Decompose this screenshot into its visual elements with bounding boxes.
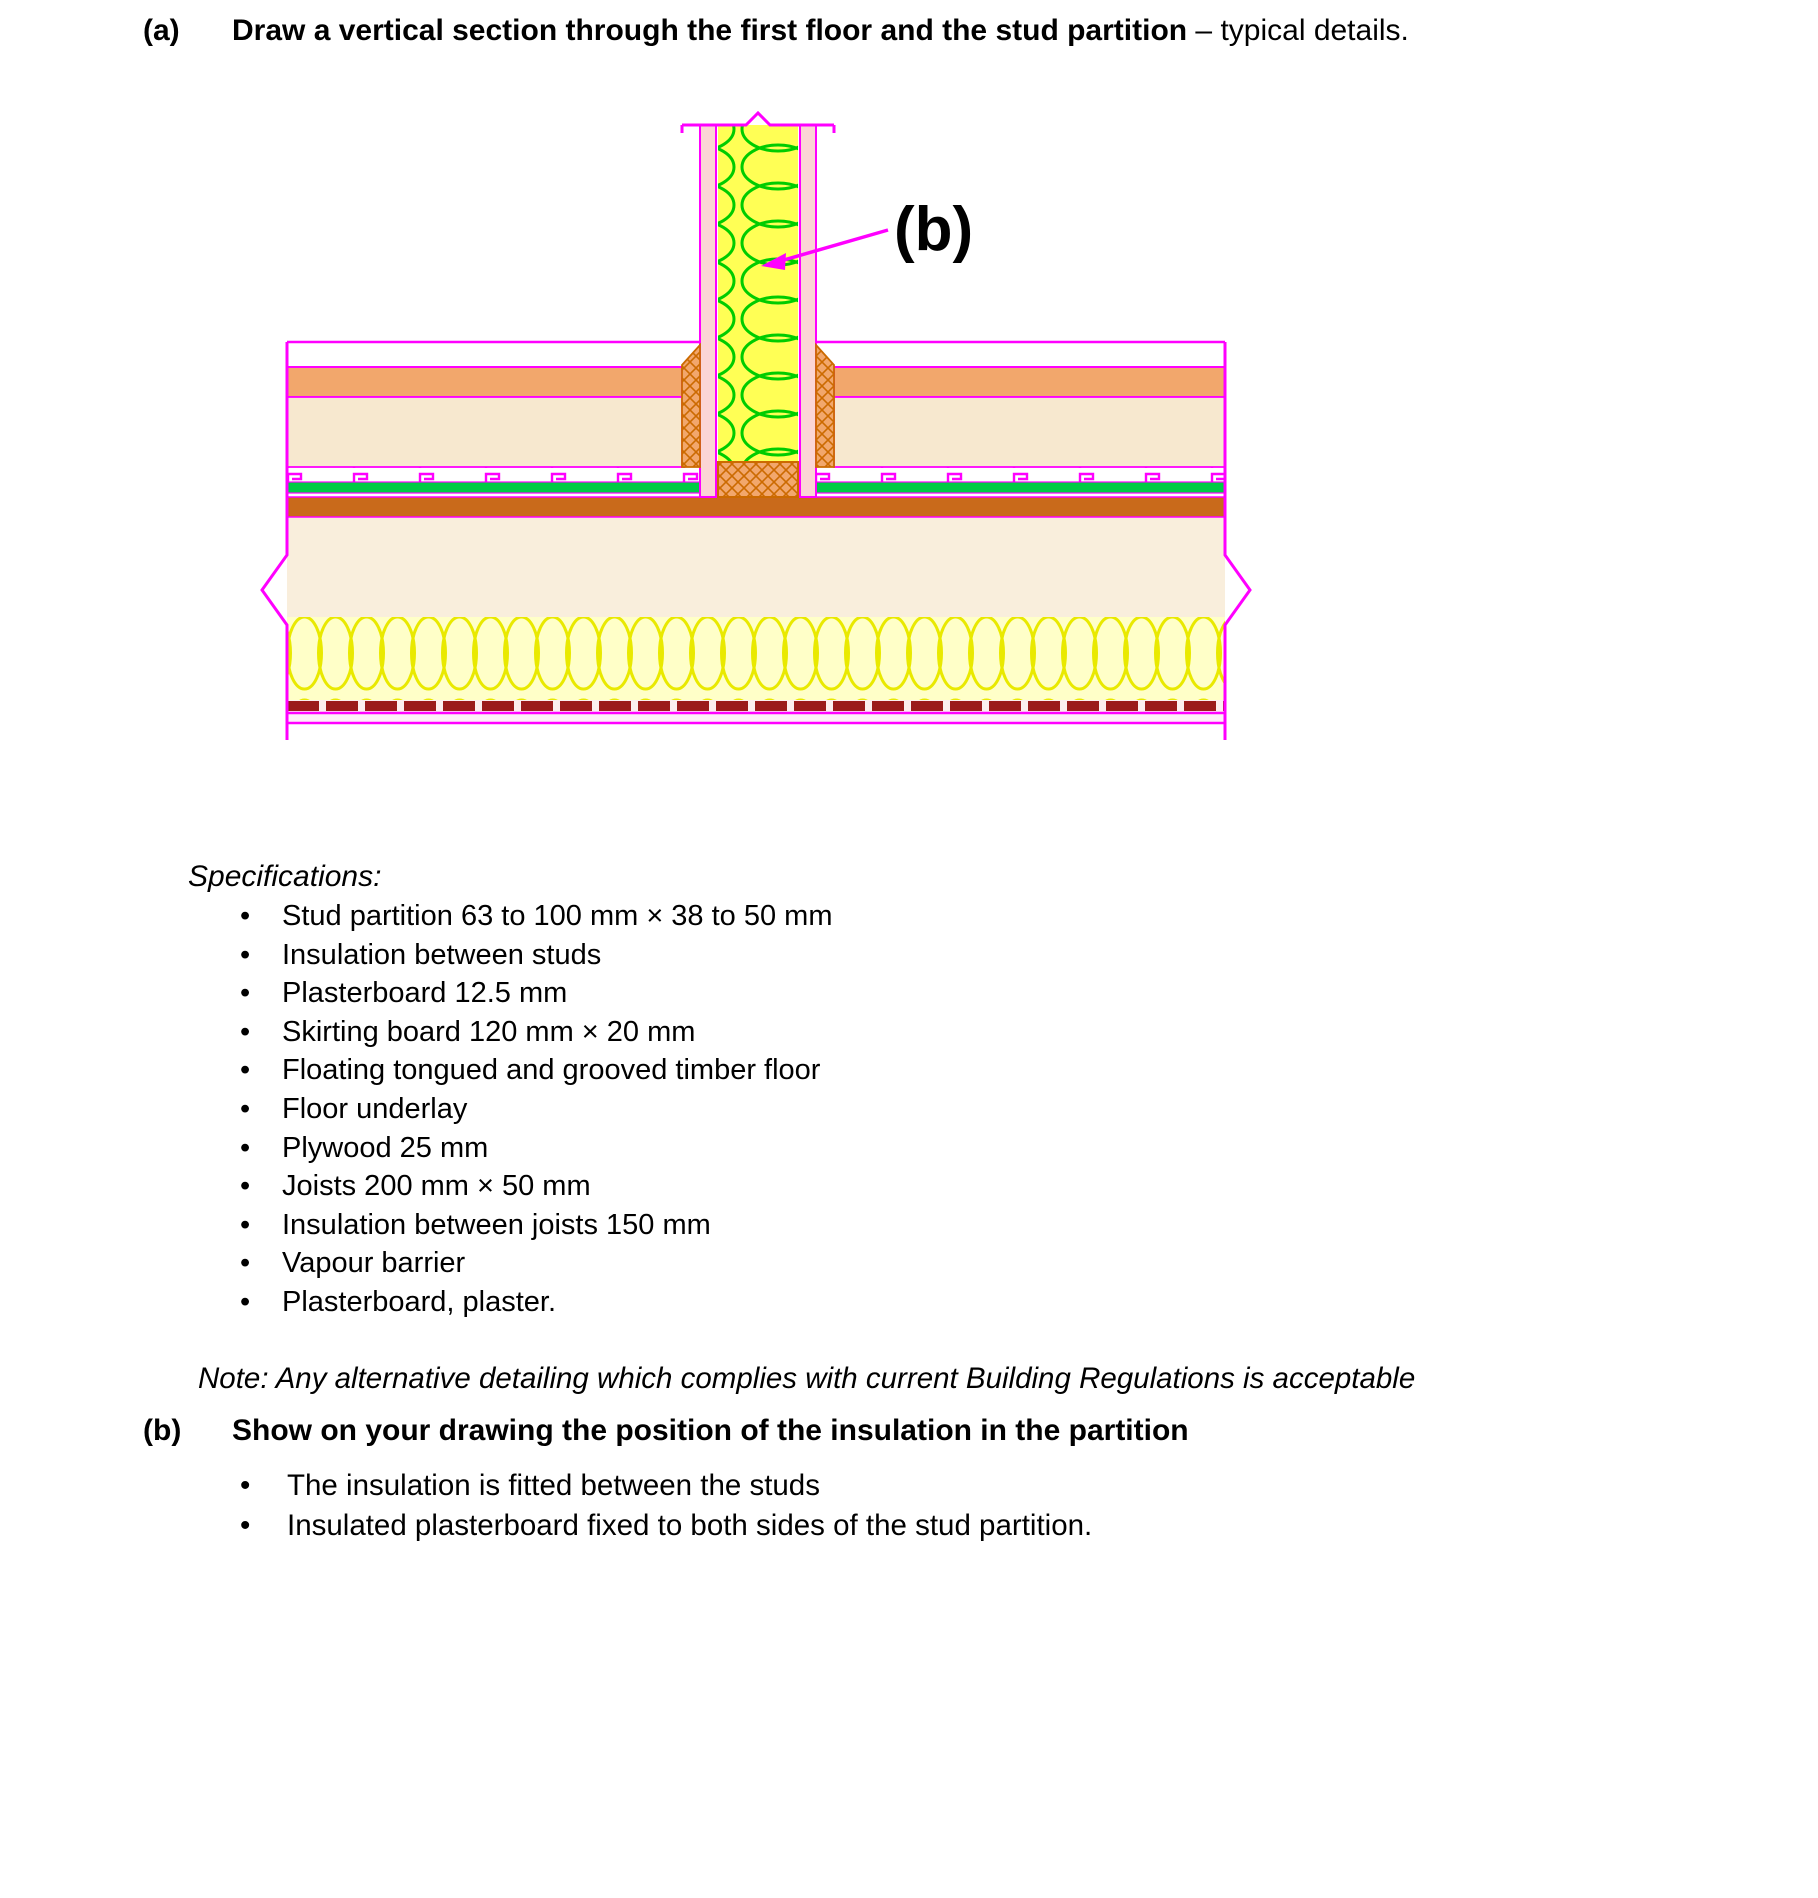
spec-item-text: Plasterboard 12.5 mm	[282, 977, 568, 1010]
part-b-point-text: Insulated plasterboard fixed to both sides of the stud partition.	[287, 1508, 1093, 1542]
part-b-list	[233, 1466, 1533, 1545]
spec-item	[233, 1129, 1533, 1168]
spec-item	[233, 897, 1533, 936]
part-b-label: (b)	[143, 1414, 182, 1447]
spec-item-text: Insulation between studs	[282, 938, 602, 971]
spec-item	[233, 1244, 1533, 1283]
spec-item-text: Plasterboard, plaster.	[282, 1285, 557, 1318]
partition-insulation	[718, 125, 798, 462]
bullet-icon: •	[240, 1247, 251, 1280]
bullet-icon: •	[240, 900, 251, 932]
spec-item	[233, 1090, 1533, 1129]
part-b-point	[233, 1466, 1533, 1506]
skirting-board-right	[816, 345, 834, 467]
bullet-icon: •	[240, 1469, 251, 1502]
spec-item	[233, 1013, 1533, 1052]
part-b-point-text: The insulation is fitted between the studs	[287, 1469, 820, 1502]
spec-item-text: Floating tongued and grooved timber floor	[282, 1054, 821, 1087]
bullet-icon: •	[240, 977, 251, 1010]
part-b-point	[233, 1506, 1533, 1546]
note-text: Note: Any alternative detailing which complies with current Building Regulations is acceptable	[198, 1362, 1416, 1395]
spec-item	[233, 1283, 1533, 1322]
part-a-title-bold: Draw a vertical section through the first floor and the stud partition	[232, 14, 1188, 47]
partition-sole-plate	[718, 462, 798, 497]
specifications-heading: Specifications:	[188, 860, 382, 893]
partition-plasterboard-right	[800, 125, 816, 497]
timber-floor-right	[834, 367, 1225, 397]
callout-label: (b)	[894, 195, 974, 264]
bullet-icon: •	[240, 1015, 251, 1048]
bullet-icon: •	[240, 1131, 251, 1164]
bullet-icon: •	[240, 938, 251, 971]
wall-break-line-right	[1225, 342, 1250, 740]
spec-item	[233, 974, 1533, 1013]
spec-item-text: Stud partition 63 to 100 mm × 38 to 50 mm	[282, 900, 833, 932]
floor-underlay-left	[287, 482, 700, 493]
spec-item-text: Skirting board 120 mm × 20 mm	[282, 1015, 696, 1048]
joist-space-area	[287, 517, 1225, 617]
floor-underlay-right	[816, 482, 1225, 493]
bullet-icon: •	[240, 1285, 251, 1318]
partition-plasterboard-left	[700, 125, 716, 497]
bullet-icon: •	[240, 1092, 251, 1125]
spec-item-text: Plywood 25 mm	[282, 1131, 489, 1164]
bullet-icon: •	[240, 1208, 251, 1241]
spec-item-text: Insulation between joists 150 mm	[282, 1208, 711, 1241]
spec-item	[233, 1167, 1533, 1206]
part-b-title: Show on your drawing the position of the insulation in the partition	[232, 1414, 1189, 1447]
plywood-subfloor	[287, 497, 1225, 517]
fixing-clips-left	[287, 467, 700, 482]
spec-item	[233, 1206, 1533, 1245]
floor-partition-section-svg	[258, 110, 1268, 760]
wall-break-line-left	[262, 342, 287, 740]
part-a-title-rest: – typical details.	[1187, 14, 1409, 47]
spec-item-text: Vapour barrier	[282, 1247, 466, 1280]
ceiling-plasterboard	[287, 713, 1225, 723]
spec-item-text: Floor underlay	[282, 1092, 468, 1125]
fixing-clips-right	[816, 467, 1225, 482]
floor-insulation-band	[287, 617, 1225, 700]
spec-item	[233, 936, 1533, 975]
part-a-label: (a)	[143, 14, 180, 47]
section-drawing	[258, 110, 1268, 760]
floor-deck-right	[834, 397, 1225, 467]
floor-deck-left	[287, 397, 682, 467]
part-a-title	[232, 14, 1552, 48]
specifications-list	[233, 897, 1533, 1322]
skirting-board-left	[682, 345, 700, 467]
bullet-icon: •	[240, 1170, 251, 1203]
spec-item	[233, 1051, 1533, 1090]
bullet-icon: •	[240, 1054, 251, 1087]
bullet-icon: •	[240, 1508, 251, 1542]
timber-floor-left	[287, 367, 682, 397]
spec-item-text: Joists 200 mm × 50 mm	[282, 1170, 591, 1203]
